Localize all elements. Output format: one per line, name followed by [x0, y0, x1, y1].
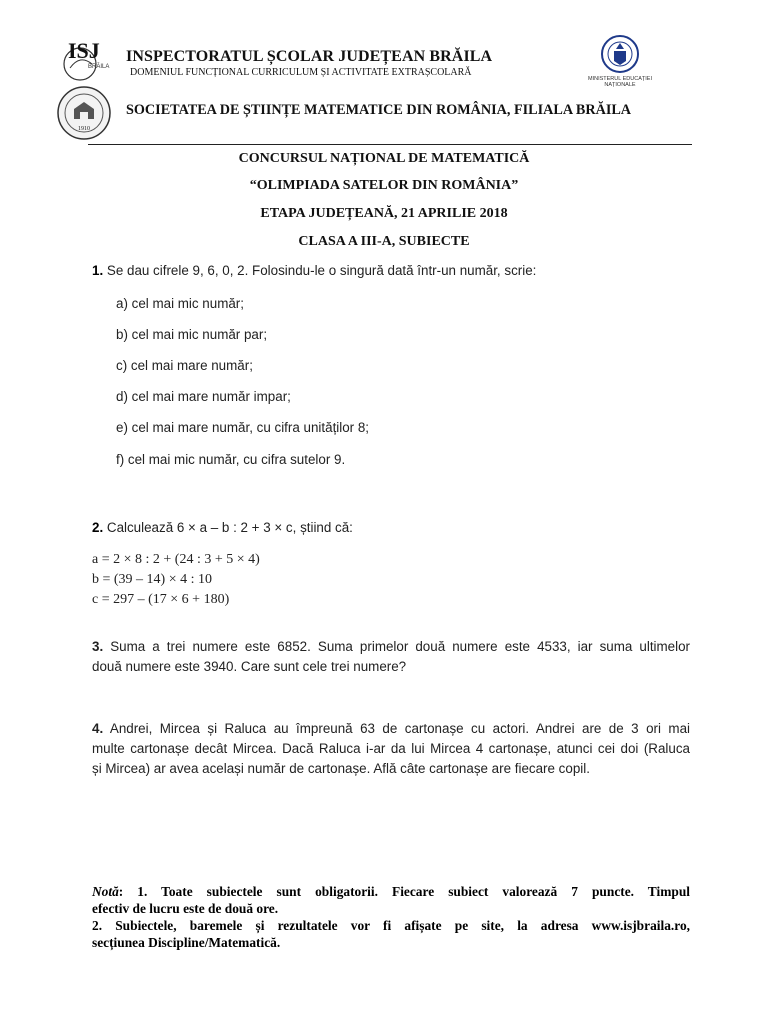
problem-1-option-b: b) cel mai mic număr par;: [116, 327, 268, 342]
problem-1-option-c: c) cel mai mare număr;: [116, 358, 253, 373]
problem-4-statement: [92, 719, 690, 779]
isj-title: INSPECTORATUL ȘCOLAR JUDEȚEAN BRĂILA: [126, 48, 493, 65]
ministry-text-2: NAȚIONALE: [604, 82, 636, 88]
class-subjects: CLASA A III-A, SUBIECTE: [298, 234, 470, 249]
problem-1-statement: [92, 263, 536, 278]
ssm-title: SOCIETATEA DE ȘTIINȚE MATEMATICE DIN ROMÂNIA, FILIALA BRĂILA: [126, 102, 632, 118]
problem-3-number: 3.: [92, 639, 104, 654]
note-block: [92, 883, 690, 951]
problem-4-number: 4.: [92, 721, 104, 736]
equation-a: a = 2 × 8 : 2 + (24 : 3 + 5 × 4): [92, 552, 260, 567]
problem-4-line-3: și Mircea) ar avea același număr de cartonașe. Află câte cartonașe are fiecare copil.: [92, 761, 590, 776]
problem-1-option-f: f) cel mai mic număr, cu cifra sutelor 9.: [116, 452, 346, 467]
problem-1-option-d: d) cel mai mare număr impar;: [116, 389, 291, 404]
isj-logo-text: ISJ: [68, 38, 100, 63]
problem-3-statement: [92, 637, 690, 677]
ministry-logo: [580, 34, 660, 94]
problem-3-line-2: două numere este 3940. Care sunt cele trei numere?: [92, 659, 407, 674]
contest-title: CONCURSUL NAȚIONAL DE MATEMATICĂ: [238, 151, 530, 166]
ssm-seal: [56, 85, 112, 141]
problem-4-line-2: multe cartonașe decât Mircea. Dacă Raluca i-ar da lui Mircea 4 cartonașe, atunci cei doi (Raluca: [92, 741, 690, 756]
equation-c: c = 297 – (17 × 6 + 180): [92, 592, 230, 607]
contest-subtitle: “OLIMPIADA SATELOR DIN ROMÂNIA”: [249, 178, 519, 193]
note-line-4: secțiunea Discipline/Matematică.: [92, 935, 281, 950]
equation-b: b = (39 – 14) × 4 : 10: [92, 572, 213, 587]
note-line-3: 2. Subiectele, baremele și rezultatele vor fi afișate pe site, la adresa www.isjbraila.ro,: [92, 918, 690, 933]
note-label: Notă: [92, 884, 119, 899]
problem-1-text: Se dau cifrele 9, 6, 0, 2. Folosindu-le o singură dată într-un număr, scrie:: [103, 263, 537, 278]
problem-3-line-1: Suma a trei numere este 6852. Suma primelor două numere este 4533, iar suma ultimelor: [103, 639, 690, 654]
isj-logo-small: BRĂILA: [88, 64, 110, 70]
problem-2-statement: [92, 520, 353, 535]
header-divider: [88, 144, 692, 145]
ministry-emblem-icon: [600, 34, 640, 74]
problem-4-line-1: Andrei, Mircea și Raluca au împreună 63 de cartonașe cu actori. Andrei are de 3 ori mai: [103, 721, 690, 736]
contest-stage-date: ETAPA JUDEȚEANĂ, 21 APRILIE 2018: [260, 206, 508, 221]
problem-1-option-e: e) cel mai mare număr, cu cifra unităților 8;: [116, 420, 370, 435]
problem-1-number: 1.: [92, 263, 104, 278]
isj-subtitle: DOMENIUL FUNCȚIONAL CURRICULUM ȘI ACTIVITATE EXTRAȘCOLARĂ: [130, 67, 472, 78]
note-line-1: : 1. Toate subiectele sunt obligatorii. Fiecare subiect valorează 7 puncte. Timpul: [118, 884, 690, 899]
problem-2-text: Calculează 6 × a – b : 2 + 3 × c, știind că:: [103, 520, 353, 535]
ssm-seal-year: 1910: [78, 126, 90, 132]
note-line-2: efectiv de lucru este de două ore.: [92, 901, 279, 916]
problem-2-number: 2.: [92, 520, 104, 535]
problem-1-option-a: a) cel mai mic număr;: [116, 296, 244, 311]
ministry-text-1: MINISTERUL EDUCAȚIEI: [588, 76, 652, 82]
isj-logo: [62, 38, 118, 84]
